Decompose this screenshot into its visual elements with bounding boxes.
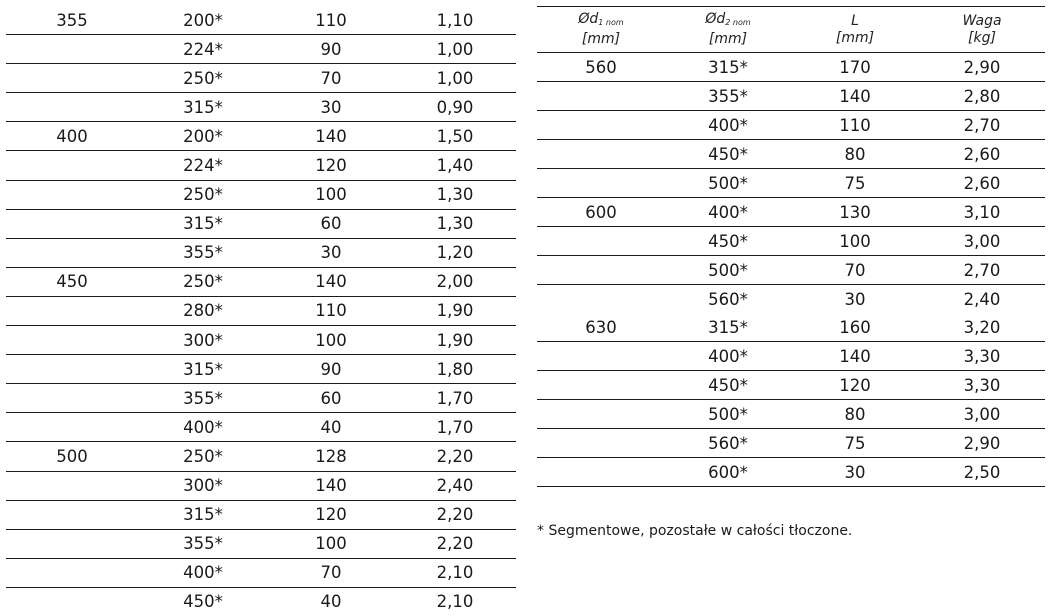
table-row [6,296,516,325]
table-row [537,140,1045,169]
cell-d1 [6,64,138,93]
cell-weight: 1,10 [394,6,516,35]
cell-length: 80 [791,140,919,169]
table-row [6,442,516,471]
footnote: * Segmentowe, pozostałe w całości tłoczone. [537,523,853,539]
table-row [537,111,1045,140]
right-data-table [537,6,1045,487]
cell-weight: 2,10 [436,592,474,612]
cell-weight: 2,40 [394,471,516,500]
cell-d1 [6,35,138,64]
cell-d2: 450* [665,140,791,169]
header-d1-subscript: 1 nom [598,18,624,27]
cell-d1 [6,209,138,238]
table-row [537,429,1045,458]
cell-d1: 400 [6,122,138,151]
table-row [6,471,516,500]
cell-d1 [6,384,138,413]
cell-d2: 250* [138,180,268,209]
cell-weight: 3,30 [919,342,1045,371]
cell-weight: 1,20 [394,238,516,267]
cell-d1 [6,93,138,122]
cell-weight: 2,20 [394,442,516,471]
cell-d1 [537,256,665,285]
cell-d1 [6,587,138,616]
cell-length: 70 [268,64,394,93]
table-row [537,371,1045,400]
cell-d1 [6,180,138,209]
cell-weight: 3,10 [919,198,1045,227]
table-row [6,384,516,413]
cell-weight: 1,50 [394,122,516,151]
cell-d2: 300* [138,326,268,355]
cell-length: 30 [791,458,919,487]
cell-weight: 1,70 [394,384,516,413]
cell-weight: 2,90 [919,429,1045,458]
cell-length: 128 [268,442,394,471]
cell-length: 70 [268,558,394,587]
header-length [791,7,919,53]
cell-d2: 200* [138,6,268,35]
table-row [537,400,1045,429]
cell-d2: 315* [138,355,268,384]
cell-d2: 560* [665,429,791,458]
cell-d1 [6,413,138,442]
cell-d2: 400* [665,342,791,371]
cell-d2: 355* [138,529,268,558]
cell-weight: 0,90 [394,93,516,122]
cell-d1 [6,326,138,355]
cell-length: 40 [268,413,394,442]
cell-d1 [6,529,138,558]
cell-weight: 2,80 [919,82,1045,111]
header-row [537,7,1045,53]
cell-d1: 630 [537,313,665,342]
header-weight [919,7,1045,53]
table-row [537,82,1045,111]
table-row [537,198,1045,227]
cell-d2: 500* [665,400,791,429]
cell-weight: 2,40 [963,289,1001,309]
cell-length: 100 [268,529,394,558]
cell-d2: 315* [138,500,268,529]
cell-weight: 2,10 [394,558,516,587]
cell-weight: 2,50 [919,458,1045,487]
cell-d2: 355* [665,82,791,111]
cell-weight: 3,00 [919,400,1045,429]
cell-d2: 250* [138,442,268,471]
cell-d2: 224* [138,35,268,64]
cell-weight: 1,90 [394,296,516,325]
cell-d2: 315* [138,93,268,122]
cell-d1 [6,355,138,384]
cell-d1 [537,169,665,198]
cell-d1 [537,342,665,371]
left-data-table [6,6,516,616]
table-row [6,93,516,122]
cell-d2: 400* [138,413,268,442]
table-row [6,500,516,529]
cell-length: 110 [791,111,919,140]
table-row [6,355,516,384]
table-row [6,413,516,442]
cell-length: 80 [791,400,919,429]
header-d2 [665,7,791,53]
cell-weight: 1,00 [394,35,516,64]
cell-d1 [537,429,665,458]
cell-length: 60 [268,384,394,413]
cell-d2: 450* [665,371,791,400]
table-row [537,169,1045,198]
cell-d1: 560 [537,53,665,82]
cell-weight: 1,90 [394,326,516,355]
table-row [6,267,516,296]
cell-d2: 250* [138,267,268,296]
cell-d1 [537,82,665,111]
cell-length: 30 [268,93,394,122]
cell-length: 120 [791,371,919,400]
cell-weight: 1,00 [394,64,516,93]
cell-d2: 500* [665,169,791,198]
table-row [6,122,516,151]
cell-length: 140 [791,82,919,111]
cell-length: 75 [791,429,919,458]
table-row [537,227,1045,256]
header-length-label: L [851,12,859,29]
cell-weight: 2,60 [919,140,1045,169]
cell-weight: 2,70 [919,111,1045,140]
table-row [6,151,516,180]
cell-d2: 300* [138,471,268,500]
cell-length: 100 [268,326,394,355]
cell-length: 100 [791,227,919,256]
cell-length: 30 [844,289,866,309]
cell-weight: 1,30 [394,180,516,209]
table-row [6,238,516,267]
cell-d2: 400* [665,198,791,227]
cell-d1 [6,296,138,325]
cell-length: 110 [268,6,394,35]
cell-weight: 1,40 [394,151,516,180]
table-row [537,53,1045,82]
header-length-unit: [mm] [835,29,875,46]
cell-length: 40 [320,592,342,612]
table-row [537,285,1045,314]
right-table-header [537,7,1045,53]
header-d2-subscript: 2 nom [725,18,751,27]
header-d1-symbol: Ød [578,11,599,27]
cell-d1 [537,227,665,256]
cell-length: 140 [268,267,394,296]
table-row [537,313,1045,342]
table-row [6,64,516,93]
cell-length: 160 [791,313,919,342]
cell-d2: 355* [138,238,268,267]
cell-length: 120 [268,151,394,180]
table-row [6,326,516,355]
cell-d2: 400* [138,558,268,587]
header-d2-symbol: Ød [705,11,726,27]
cell-d1 [537,371,665,400]
cell-d1: 355 [6,6,138,35]
cell-d1 [6,238,138,267]
cell-length: 140 [268,471,394,500]
cell-weight: 2,00 [394,267,516,296]
left-table-body [6,6,516,616]
cell-d2: 500* [665,256,791,285]
cell-length: 75 [791,169,919,198]
table-row [6,587,516,616]
header-d1 [537,7,665,53]
cell-weight: 2,60 [919,169,1045,198]
cell-d1 [6,558,138,587]
cell-weight: 2,70 [919,256,1045,285]
cell-length: 110 [268,296,394,325]
cell-d2: 315* [138,209,268,238]
header-weight-unit: [kg] [968,29,996,46]
cell-d1: 500 [6,442,138,471]
cell-d2: 315* [665,313,791,342]
cell-length: 100 [268,180,394,209]
right-table-body [537,53,1045,487]
cell-weight: 2,20 [394,500,516,529]
cell-d1: 450 [6,267,138,296]
cell-length: 170 [791,53,919,82]
cell-weight: 1,80 [394,355,516,384]
cell-d2: 560* [708,289,748,309]
cell-length: 60 [268,209,394,238]
table-row [537,256,1045,285]
cell-d2: 315* [665,53,791,82]
table-row [6,6,516,35]
cell-length: 70 [791,256,919,285]
cell-weight: 3,20 [919,313,1045,342]
cell-d2: 450* [665,227,791,256]
cell-d1 [537,285,665,314]
table-row [6,529,516,558]
cell-d1 [6,500,138,529]
cell-length: 90 [268,35,394,64]
header-d1-unit: [mm] [581,31,621,47]
cell-d1 [6,151,138,180]
header-weight-label: Waga [962,12,1002,29]
cell-d2: 250* [138,64,268,93]
table-row [6,209,516,238]
header-d2-unit: [mm] [708,31,748,47]
table-row [6,180,516,209]
cell-length: 90 [268,355,394,384]
cell-d2: 600* [665,458,791,487]
table-row [537,458,1045,487]
cell-weight: 3,00 [919,227,1045,256]
table-row [537,342,1045,371]
cell-d1 [6,471,138,500]
table-row [6,35,516,64]
cell-length: 140 [791,342,919,371]
cell-d2: 280* [138,296,268,325]
cell-d2: 224* [138,151,268,180]
cell-d1 [537,140,665,169]
cell-d1 [537,400,665,429]
cell-d1 [537,111,665,140]
cell-d2: 355* [138,384,268,413]
cell-weight: 3,30 [919,371,1045,400]
cell-d2: 400* [665,111,791,140]
cell-d2: 450* [183,592,223,612]
cell-d2: 200* [138,122,268,151]
cell-length: 120 [268,500,394,529]
cell-weight: 2,90 [919,53,1045,82]
cell-length: 30 [268,238,394,267]
cell-length: 130 [791,198,919,227]
cell-d1: 600 [537,198,665,227]
table-row [6,558,516,587]
cell-weight: 2,20 [394,529,516,558]
cell-d1 [537,458,665,487]
cell-weight: 1,30 [394,209,516,238]
cell-length: 140 [268,122,394,151]
cell-weight: 1,70 [394,413,516,442]
